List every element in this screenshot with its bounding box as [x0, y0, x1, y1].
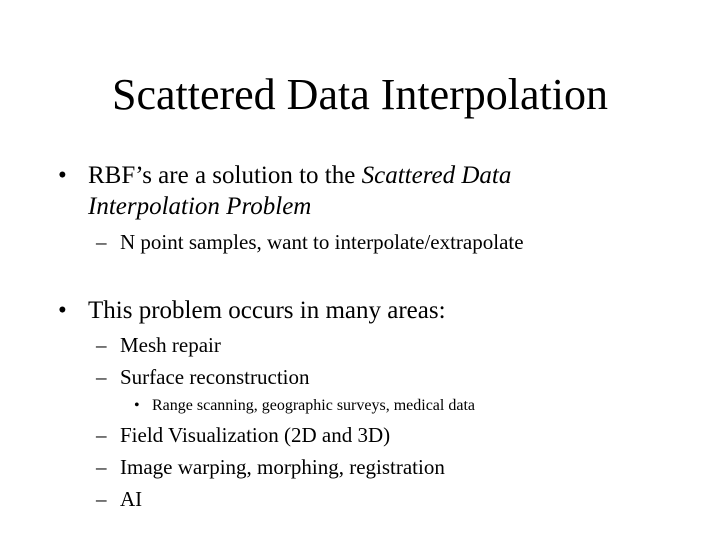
sub-bullet-image-warping	[96, 451, 445, 483]
sub-bullet-field-visualization	[96, 419, 391, 451]
dash-icon: –	[96, 487, 107, 511]
dash-icon: –	[96, 423, 107, 447]
bullet-text-plain: RBF’s are a solution to the	[88, 162, 362, 189]
sub-bullet-text: AI	[120, 487, 143, 511]
sub-sub-bullet-range-scanning	[134, 396, 475, 416]
bullet-rbf-solution-continued: Interpolation Problem	[88, 193, 312, 220]
dash-icon: –	[96, 455, 107, 479]
bullet-rbf-solution	[58, 160, 512, 191]
bullet-icon: •	[58, 162, 67, 189]
sub-bullet-text: Surface reconstruction	[120, 365, 310, 389]
sub-bullet-mesh-repair	[96, 329, 221, 361]
sub-bullet-text: N point samples, want to interpolate/extrapolate	[120, 230, 524, 254]
dash-icon: –	[96, 365, 107, 389]
sub-bullet-n-point-samples	[96, 226, 524, 258]
sub-bullet-text: Field Visualization (2D and 3D)	[120, 423, 391, 447]
dash-icon: –	[96, 333, 107, 357]
sub-sub-bullet-text: Range scanning, geographic surveys, medical data	[152, 397, 475, 414]
sub-bullet-surface-reconstruction	[96, 361, 310, 393]
sub-bullet-text: Image warping, morphing, registration	[120, 455, 445, 479]
dash-icon: –	[96, 230, 107, 254]
bullet-icon: •	[58, 297, 67, 324]
bullet-problem-areas	[58, 295, 446, 326]
bullet-text: This problem occurs in many areas:	[88, 297, 446, 324]
slide-title: Scattered Data Interpolation	[111, 70, 608, 119]
sub-bullet-ai	[96, 483, 143, 515]
sub-bullet-text: Mesh repair	[120, 333, 221, 357]
bullet-icon: •	[134, 397, 140, 414]
bullet-text-italic: Scattered Data	[361, 162, 512, 189]
